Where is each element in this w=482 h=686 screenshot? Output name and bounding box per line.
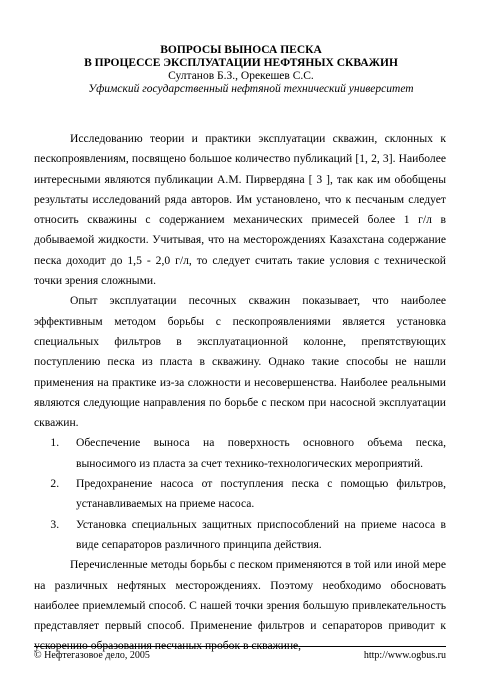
- paragraph-1: Исследованию теории и практики эксплуатации скважин, склонных к пескопроявлениям, посвящено большое количество публикаций [1, 2, 3]. Наиболее интересными являются публикации А.М. Пирвердяна [ 3 ], так как им обобщены результаты исследований ряда авторов. Им установлено, что к песчаным следует относить скважины с содержанием механических примесей более 1 г/л в добываемой жидкости. Учитывая, что на месторождениях Казахстана содержание песка доходит до 1,5 - 2,0 г/л, то следует считать такие условия с технической точки зрения сложными.: [34, 132, 446, 288]
- article-body: [34, 129, 446, 657]
- methods-list: [34, 433, 446, 555]
- footer-url-link[interactable]: http://www.ogbus.ru: [363, 650, 446, 661]
- list-item: 2. Предохранение насоса от поступления песка с помощью фильтров, устанавливаемых на приеме насоса.: [62, 474, 446, 515]
- article-title-line-1: ВОПРОСЫ ВЫНОСА ПЕСКА: [160, 44, 322, 56]
- article-header: [0, 44, 482, 96]
- paragraph-3: Перечисленные методы борьбы с песком применяются в той или иной мере на различных нефтяных месторождениях. Поэтому необходимо обосновать наиболее приемлемый способ. С нашей точки зрения большую привлекательность представляет первый способ. Применение фильтров и сепараторов приводит к ускорению образования песчаных пробок в скважине,: [34, 558, 446, 653]
- article-authors: Султанов Б.З., Орекешев С.С.: [168, 70, 314, 82]
- footer-copyright: © Нефтегазовое дело, 2005: [34, 650, 150, 661]
- page-footer: [34, 650, 446, 661]
- footer-divider: [34, 646, 446, 647]
- list-item: 3. Установка специальных защитных приспособлений на приеме насоса в виде сепараторов различного принципа действия.: [62, 515, 446, 556]
- list-item: 1. Обеспечение выноса на поверхность основного объема песка, выносимого из пласта за счет технико-технологических мероприятий.: [62, 433, 446, 474]
- article-title-line-2: В ПРОЦЕССЕ ЭКСПЛУАТАЦИИ НЕФТЯНЫХ СКВАЖИН: [84, 57, 398, 69]
- paragraph-2: Опыт эксплуатации песочных скважин показывает, что наиболее эффективным методом борьбы с пескопроявлениями является установка специальных фильтров в эксплуатационной колонне, препятствующих поступлению песка из пласта в скважину. Однако такие способы не нашли применения на практике из-за сложности и несовершенства. Наиболее реальными являются следующие направления по борьбе с песком при насосной эксплуатации скважин.: [34, 294, 446, 430]
- article-affiliation: Уфимский государственный нефтяной технический университет: [88, 83, 414, 95]
